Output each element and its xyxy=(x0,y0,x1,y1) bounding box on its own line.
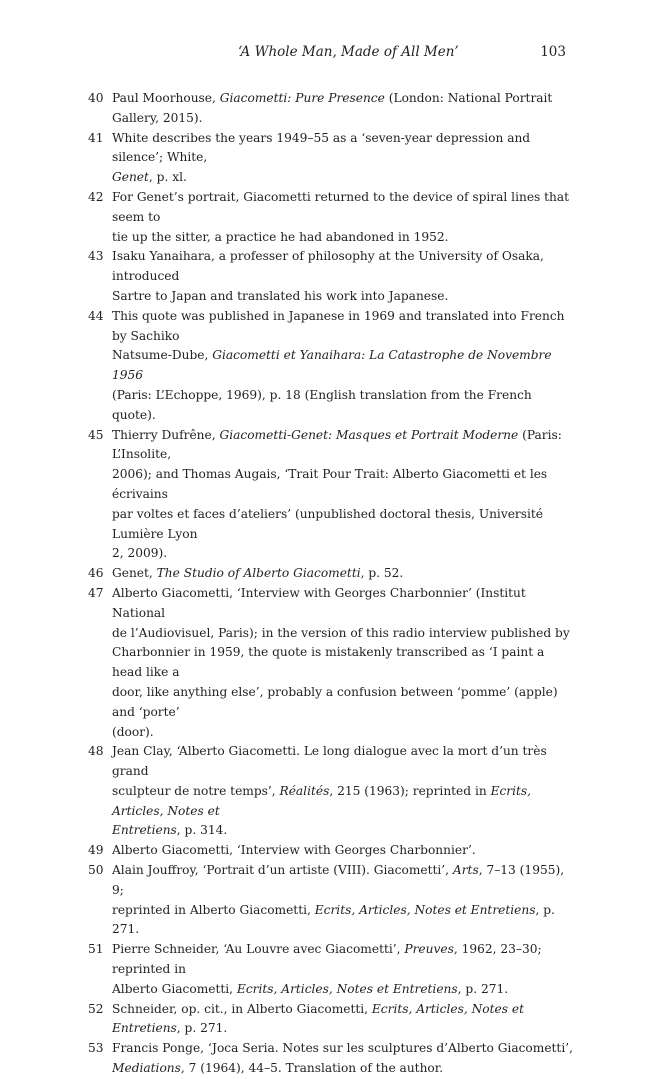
endnote-text: Jean Clay, ‘Alberto Giacometti. Le long dialogue avec la mort d’un très grand xyxy=(112,744,547,779)
endnote xyxy=(88,188,578,247)
endnote-line xyxy=(112,861,578,901)
endnote-line xyxy=(112,287,578,307)
endnote-line xyxy=(112,188,578,228)
endnote-line xyxy=(112,346,578,386)
endnote-line xyxy=(112,643,578,683)
endnote-line xyxy=(112,465,578,505)
endnote-number: 41 xyxy=(88,130,104,145)
italic-title: Giacometti-Genet: Masques et Portrait Moderne xyxy=(219,427,519,442)
endnote-text: tie up the sitter, a practice he had abandoned in 1952. xyxy=(112,229,449,244)
endnote xyxy=(88,861,578,940)
endnote-line xyxy=(112,89,578,109)
endnote-line xyxy=(112,1059,578,1079)
endnote xyxy=(88,426,578,565)
endnote-line xyxy=(112,841,578,861)
endnote-number: 52 xyxy=(88,1001,104,1016)
endnote-line xyxy=(112,584,578,624)
endnote-line xyxy=(112,307,578,347)
endnote-text: , 1962, 23–30; reprinted in xyxy=(112,942,542,977)
endnote-number: 43 xyxy=(88,249,104,264)
italic-title: Entretiens xyxy=(112,823,177,838)
endnote-text: par voltes et faces d’ateliers’ (unpublished doctoral thesis, Université Lumière Lyon xyxy=(112,506,544,541)
endnote-text: de l’Audiovisuel, Paris); in the version of this radio interview published by xyxy=(112,625,570,640)
endnote-text: Thierry Dufrêne, xyxy=(112,427,220,442)
endnote-text: Charbonnier in 1959, the quote is mistakenly transcribed as ‘I paint a head like a xyxy=(112,645,545,680)
endnote-text: Alain Jouffroy, ‘Portrait d’un artiste (VIII). Giacometti’, xyxy=(112,863,453,878)
endnote-text: , p. 314. xyxy=(176,823,228,838)
endnote-number: 47 xyxy=(88,585,104,600)
endnote xyxy=(88,742,578,841)
endnote-text: (London: National Portrait xyxy=(384,91,553,105)
italic-title: Arts xyxy=(452,863,479,878)
endnote-text: 2006); and Thomas Augais, ‘Trait Pour Trait: Alberto Giacometti et les écrivains xyxy=(112,467,548,501)
endnote xyxy=(88,89,578,129)
endnote-line xyxy=(112,940,578,980)
endnote-number: 53 xyxy=(88,1041,104,1056)
endnote xyxy=(88,1039,578,1079)
endnote-line xyxy=(112,247,578,287)
endnote-text: , p. 52. xyxy=(360,566,404,581)
endnote xyxy=(88,584,578,742)
endnote-text: Pierre Schneider, ‘Au Louvre avec Giacometti’, xyxy=(112,942,405,957)
endnote-text: , p. 271. xyxy=(457,981,509,996)
endnote-line xyxy=(112,129,578,169)
endnote-line xyxy=(112,782,578,822)
endnote-line xyxy=(112,624,578,644)
endnote xyxy=(88,841,578,861)
endnote-text: Sartre to Japan and translated his work into Japanese. xyxy=(112,288,449,303)
endnote-number: 49 xyxy=(88,843,104,858)
endnote xyxy=(88,129,578,188)
endnote-text: Schneider, op. cit., in Alberto Giacometti, xyxy=(112,1001,372,1016)
endnote-text: Genet, xyxy=(112,566,157,581)
endnote-text: This quote was published in Japanese in 1969 and translated into French by Sachiko xyxy=(112,308,565,343)
endnote-number: 48 xyxy=(88,744,104,759)
endnote-number: 51 xyxy=(88,942,104,957)
endnote xyxy=(88,940,578,999)
endnote-line xyxy=(112,1039,578,1059)
endnote-text: Isaku Yanaihara, a professer of philosophy at the University of Osaka, introduced xyxy=(112,249,544,284)
italic-title: Preuves xyxy=(404,942,454,957)
endnote-text: Alberto Giacometti, ‘Interview with Georges Charbonnier’. xyxy=(112,843,476,858)
endnote-line xyxy=(112,742,578,782)
endnote-line xyxy=(112,228,578,248)
endnote-text: Alberto Giacometti, ‘Interview with Georges Charbonnier’ (Institut National xyxy=(112,585,526,620)
italic-title: Ecrits, Articles, Notes et Entretiens xyxy=(112,1001,524,1036)
running-head xyxy=(88,44,566,64)
endnote-line xyxy=(112,683,578,723)
endnote-text: , p. 271. xyxy=(176,1021,228,1036)
italic-title: Genet xyxy=(112,170,149,185)
italic-title: Réalités xyxy=(279,783,330,798)
endnote-text: Francis Ponge, ‘Joca Seria. Notes sur les sculptures d’Alberto Giacometti’, xyxy=(112,1041,573,1056)
endnote-text: , 7–13 (1955), 9; xyxy=(112,863,565,897)
endnote-line xyxy=(112,821,578,841)
endnote xyxy=(88,564,578,584)
endnote-number: 46 xyxy=(88,566,104,581)
endnote-line xyxy=(112,980,578,1000)
endnote xyxy=(88,247,578,306)
endnote-line xyxy=(112,901,578,941)
italic-title: Ecrits, Articles, Notes et Entretiens xyxy=(314,902,536,917)
endnote-text: White describes the years 1949–55 as a ‘seven-year depression and silence’; White, xyxy=(112,130,531,165)
running-title: ‘A Whole Man, Made of All Men’ xyxy=(238,44,459,60)
endnote-text: door, like anything else’, probably a confusion between ‘pomme’ (apple) and ‘porte’ xyxy=(112,684,558,719)
endnote-line xyxy=(112,1000,578,1040)
endnote-line xyxy=(112,109,578,129)
endnote-number: 44 xyxy=(88,308,104,323)
endnote xyxy=(88,1000,578,1040)
italic-title: Ecrits, Articles, Notes et xyxy=(112,783,532,818)
italic-title: Giacometti et Yanaihara: La Catastrophe de Novembre 1956 xyxy=(112,348,552,383)
endnote-number: 42 xyxy=(88,189,104,204)
endnote-text: (Paris: L’Insolite, xyxy=(112,427,562,462)
italic-title: The Studio of Alberto Giacometti xyxy=(156,566,361,581)
endnote-text: , p. xl. xyxy=(148,170,187,185)
italic-title: Giacometti: Pure Presence xyxy=(219,91,385,105)
endnote-number: 50 xyxy=(88,863,104,878)
endnote-text: 2, 2009). xyxy=(112,546,168,561)
endnotes-list xyxy=(88,89,578,1079)
endnote-line xyxy=(112,544,578,564)
endnote-text: reprinted in Alberto Giacometti, xyxy=(112,902,315,917)
endnote-text: , 7 (1964), 44–5. Translation of the author. xyxy=(180,1061,444,1076)
endnote-line xyxy=(112,426,578,466)
endnote-line xyxy=(112,723,578,743)
endnote-text: Paul Moorhouse, xyxy=(112,91,220,105)
endnote-text: Alberto Giacometti, xyxy=(112,981,237,996)
endnote-line xyxy=(112,505,578,545)
endnote-text: sculpteur de notre temps’, xyxy=(112,783,280,798)
endnote-text: For Genet’s portrait, Giacometti returned to the device of spiral lines that seem to xyxy=(112,189,570,224)
endnote-text: (door). xyxy=(112,724,154,739)
endnote-number: 45 xyxy=(88,427,104,442)
italic-title: Ecrits, Articles, Notes et Entretiens xyxy=(236,981,458,996)
endnote-number: 40 xyxy=(88,91,104,105)
endnote-text: , 215 (1963); reprinted in xyxy=(329,783,491,798)
endnote-text: , p. 271. xyxy=(112,902,555,937)
endnote-text: (Paris: L’Echoppe, 1969), p. 18 (English translation from the French quote). xyxy=(112,387,532,422)
italic-title: Mediations xyxy=(112,1061,181,1076)
endnote-line xyxy=(112,386,578,426)
endnote-line xyxy=(112,168,578,188)
endnote-text: Gallery, 2015). xyxy=(112,110,203,125)
endnote-text: Natsume-Dube, xyxy=(112,348,213,363)
endnote-line xyxy=(112,564,578,584)
endnote xyxy=(88,307,578,426)
page-number: 103 xyxy=(540,44,566,60)
